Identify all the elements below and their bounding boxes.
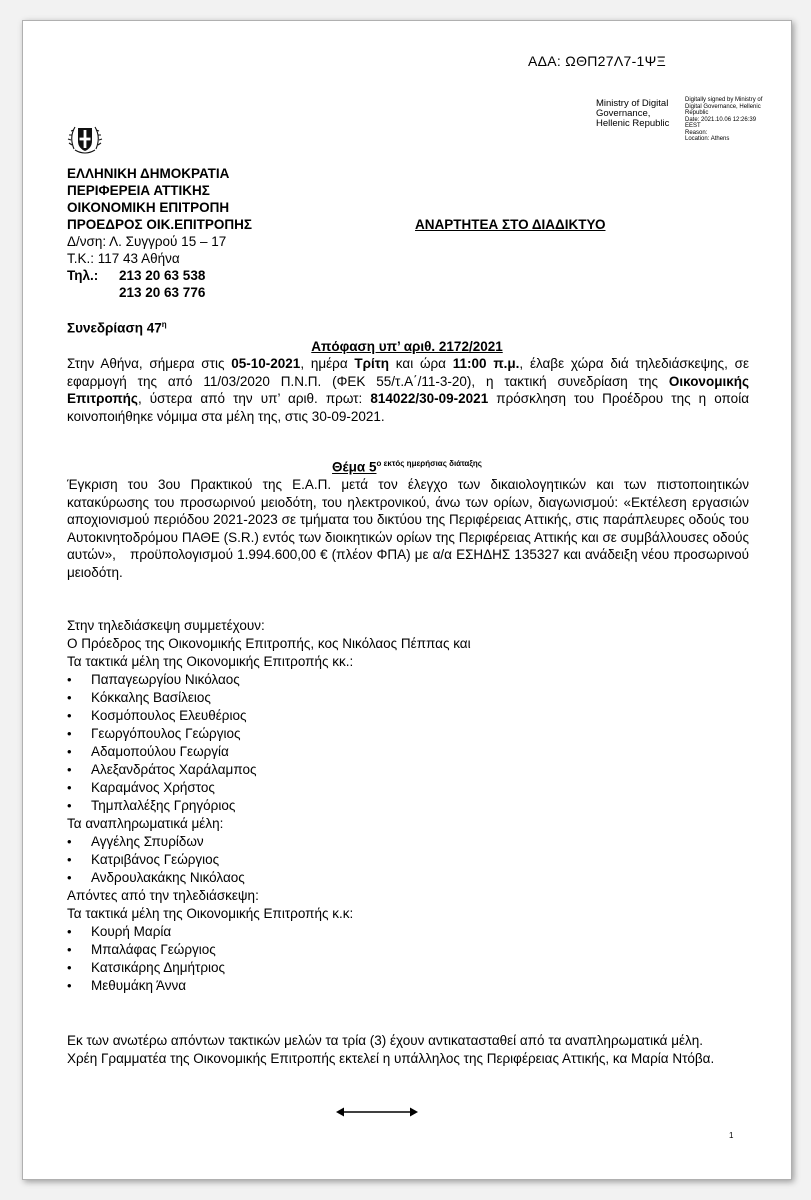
subject-budget: προϋπολογισμού 1.994.600,00 € (πλέον ΦΠΑ) με α/α ΕΣΗΔΗΣ 135327 και ανάδειξη νέου προσωρινού μειοδότη.	[67, 547, 749, 580]
president-line: Ο Πρόεδρος της Οικονομικής Επιτροπής, κος Νικόλαος Πέππας και	[67, 636, 471, 651]
list-item: • Αγγέλης Σπυρίδων	[67, 833, 757, 851]
double-arrow-icon	[335, 1105, 419, 1119]
issuer-region: ΠΕΡΙΦΕΡΕΙΑ ΑΤΤΙΚΗΣ	[67, 183, 210, 198]
signature-detail: EEST	[685, 123, 701, 129]
signature-detail: Location: Athens	[685, 136, 730, 142]
list-item: • Παπαγεωργίου Νικόλαος	[67, 671, 757, 689]
issuer-address: Δ/νση: Λ. Συγγρού 15 – 17	[67, 234, 227, 249]
list-item: • Τημπλαλέξης Γρηγόριος	[67, 797, 757, 815]
replacement-note: Εκ των ανωτέρω απόντων τακτικών μελών τα τρία (3) έχουν αντικατασταθεί από τα αναπληρωματικά μέλη.	[67, 1033, 704, 1048]
signature-detail: Digitally signed by Ministry of	[685, 97, 763, 103]
meeting-day: Τρίτη	[354, 356, 390, 371]
secretary-note: Χρέη Γραμματέα της Οικονομικής Επιτροπής εκτελεί η υπάλληλος της Περιφέρειας Αττικής, κα Μαρία Ντόβα.	[67, 1050, 715, 1066]
topic-heading	[23, 459, 791, 475]
topic-note: ο εκτός ημερήσιας διάταξης	[376, 459, 482, 468]
issuer-phone-row	[67, 267, 252, 284]
absent-label: Απόντες από την τηλεδιάσκεψη:	[67, 888, 259, 903]
intro-paragraph	[67, 355, 749, 425]
issuer-president: ΠΡΟΕΔΡΟΣ ΟΙΚ.ΕΠΙΤΡΟΠΗΣ	[67, 217, 252, 232]
subject-text: Έγκριση του 3ου Πρακτικού της Ε.Α.Π. μετά τον έλεγχο των δικαιολογητικών και των πιστοποιητικών κατακύρωσης του προσωρινού μειοδότη, του ηλεκτρονικού, άνω των ορίων, διαγωνισμού: «Εκτέλεση εργασιών αποχιονισμού περιόδου 2021-2023 σε τμήματα του δικτύου της Περιφέρειας Αττικής, στις παράπλευρες οδούς του Αυτοκινητοδρόμου ΠΑΘΕ (S.R.) εντός των διοικητικών ορίων της Περιφέρειας Αττικής και σε συμβάλλουσες οδούς αυτών»,	[67, 477, 749, 562]
alternate-members-label: Τα αναπληρωματικά μέλη:	[67, 816, 224, 831]
issuer-country: ΕΛΛΗΝΙΚΗ ΔΗΜΟΚΡΑΤΙΑ	[67, 166, 230, 181]
signature-detail: Republic	[685, 110, 709, 116]
intro-text: πρόσκληση του Προέδρου της η οποία κοινοποιήθηκε νόμιμα στα μέλη της, στις 30-09-2021.	[67, 391, 749, 424]
intro-text: , ύστερα από την υπ’ αριθ. πρωτ:	[137, 391, 371, 406]
signature-detail: Digital Governance, Hellenic	[685, 103, 761, 110]
list-item: • Κουρή Μαρία	[67, 923, 757, 941]
document-page	[22, 20, 792, 1180]
list-item: • Αδαμοπούλου Γεωργία	[67, 743, 757, 761]
signature-line: Hellenic Republic	[596, 118, 670, 129]
list-item: • Καραμάνος Χρήστος	[67, 779, 757, 797]
list-item: • Μεθυμάκη Άννα	[67, 977, 757, 995]
session-ordinal: η	[161, 320, 167, 329]
intro-text: , ημέρα	[300, 356, 355, 371]
session-number	[67, 320, 167, 336]
list-item: • Κατριβάνος Γεώργιος	[67, 851, 757, 869]
ada-code: ΑΔΑ: ΩΘΠ27Λ7-1ΨΞ	[528, 53, 667, 69]
phone-number-2: 213 20 63 776	[119, 285, 206, 300]
digital-signature-details	[685, 97, 777, 143]
signature-detail: Reason:	[685, 129, 708, 136]
signature-line: Ministry of Digital	[596, 98, 669, 109]
participants-section	[67, 617, 757, 995]
phone-number: 213 20 63 538	[119, 268, 206, 283]
list-item: • Κοσμόπουλος Ελευθέριος	[67, 707, 757, 725]
absent-regular-label: Τα τακτικά μέλη της Οικονομικής Επιτροπής κ.κ:	[67, 906, 354, 921]
publication-notice: ΑΝΑΡΤΗΤΕΑ ΣΤΟ ΔΙΑΔΙΚΤΥΟ	[415, 217, 606, 232]
hellenic-republic-emblem-icon	[67, 119, 103, 159]
topic-label: Θέμα 5	[332, 459, 377, 475]
participants-intro: Στην τηλεδιάσκεψη συμμετέχουν:	[67, 618, 265, 633]
phone-label: Τηλ.:	[67, 268, 99, 283]
closing-paragraphs	[67, 1032, 749, 1067]
page-number: 1	[729, 1131, 734, 1140]
session-label: Συνεδρίαση 47	[67, 320, 162, 336]
meeting-date: 05-10-2021	[231, 356, 301, 371]
intro-text: Στην Αθήνα, σήμερα στις	[67, 356, 232, 371]
issuer-committee: ΟΙΚΟΝΟΜΙΚΗ ΕΠΙΤΡΟΠΗ	[67, 200, 230, 215]
issuer-header	[67, 165, 252, 301]
signature-line: Governance,	[596, 108, 651, 119]
committee-name: Οικονομικής Επιτροπής	[67, 373, 749, 406]
intro-text: και ώρα	[389, 356, 453, 371]
list-item: • Γεωργόπουλος Γεώργιος	[67, 725, 757, 743]
list-item: • Ανδρουλακάκης Νικόλαος	[67, 869, 757, 887]
list-item: • Αλεξανδράτος Χαράλαμπος	[67, 761, 757, 779]
regular-members-label: Τα τακτικά μέλη της Οικονομικής Επιτροπής κκ.:	[67, 654, 354, 669]
meeting-time: 11:00 π.μ.	[452, 356, 520, 371]
intro-text: , έλαβε χώρα διά τηλεδιάσκεψης, σε εφαρμογή της από 11/03/2020 Π.Ν.Π. (ΦΕΚ 55/τ.Α΄/11-3-20), η τακτική συνεδρίαση της	[67, 356, 750, 389]
list-item: • Μπαλάφας Γεώργιος	[67, 941, 757, 959]
subject-paragraph	[67, 476, 749, 581]
list-item: • Κόκκαλης Βασίλειος	[67, 689, 757, 707]
protocol-number: 814022/30-09-2021	[370, 391, 489, 406]
list-item: • Κατσικάρης Δημήτριος	[67, 959, 757, 977]
decision-title: Απόφαση υπ’ αριθ. 2172/2021	[311, 339, 503, 354]
signature-detail: Date: 2021.10.06 12:26:39	[685, 116, 757, 123]
issuer-postcode: Τ.Κ.: 117 43 Αθήνα	[67, 251, 180, 266]
